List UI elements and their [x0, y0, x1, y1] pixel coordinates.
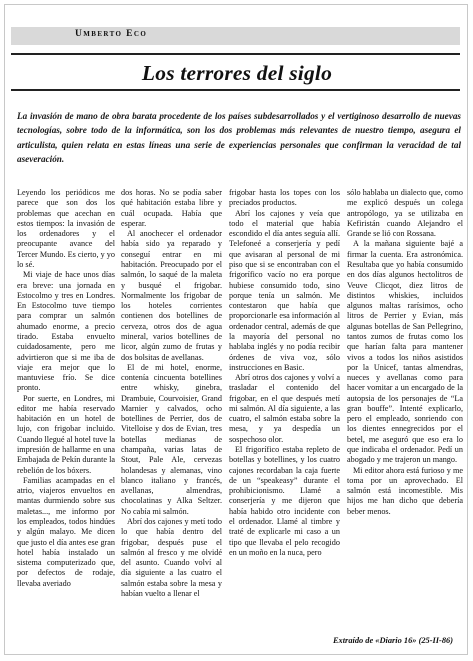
paragraph: Abrí los cajones y veía que todo el material que había escondido el día antes seguía allí. Telefoneé a conserjería y pedí que avisaran al personal de mi piso que si se encontraban con el frigorífico vacío no era porque hubiese consumido todo, sino porque tenía un salmón. Me contestaron que había que proporcionarle esa información al ordenador central, además de que la mayoría del personal no hablaba inglés y no podía recibir órdenes de viva voz, sólo instrucciones en Basic. [229, 208, 340, 372]
paragraph: Al anochecer el ordenador había sido ya reparado y conseguí entrar en mi habitación. Preocupado por el salmón, lo saqué de la maleta y busqué el frigobar. Normalmente los frigobar de los hoteles corrientes contienen dos botellines de cerveza, otros dos de agua mineral, varios botellines de licor, algún zumo de frutas y dos bolsitas de avellanas. [121, 229, 222, 362]
paragraph: Mi editor ahora está furioso y me toma por un aprovechado. El salmón está incomestible. Mis hijos me han dicho que debería beber menos. [347, 465, 463, 516]
body-column-4 [347, 188, 463, 628]
source-credit: Extraído de «Diario 16» (25-II-86) [332, 636, 453, 645]
author-band [11, 27, 460, 45]
article-title: Los terrores del siglo [141, 61, 333, 85]
paragraph: Abrí dos cajones y metí todo lo que había dentro del frigobar, después puse el salmón al fresco y me olvidé del asunto. Cuando volví al día siguiente a las cuatro el salmón estaba sobre la mesa y habían vuelto a llenar el [121, 517, 222, 598]
paragraph: Leyendo los periódicos me parece que son dos los problemas que acechan en estos tiempos: la invasión de los ordenadores y el preocupante avance del Tercer Mundo. Es cierto, y yo lo sé. [17, 188, 115, 269]
body-column-1 [17, 188, 115, 628]
article-lead: La invasión de mano de obra barata procedente de los países subdesarrollados y el vertiginoso desarrollo de nuevas tecnologías, sobre todo de la informática, son los dos problemas más relevantes de nuestro tiempo, asegura el articulista, quien relata en estas líneas una serie de experiencias personales que confirman la veracidad de tal aseveración. [17, 111, 461, 165]
paragraph: El frigorífico estaba repleto de botellas y botellines, y los cuatro cajones recordaban la caja fuerte de un “speakeasy” durante el prohibicionismo. Llamé a conserjería y me dijeron que había habido otro incidente con el ordenador. Llamé al timbre y traté de explicarle mi caso a un tipo que llevaba el pelo recogido en un moño en la nuca, pero [229, 445, 340, 557]
paragraph: Abrí otros dos cajones y volví a trasladar el contenido del frigobar, en el que después metí mi salmón. Al día siguiente, a las cuatro, el salmón estaba sobre la mesa, y ya despedía un sospechoso olor. [229, 373, 340, 444]
body-column-3 [229, 188, 340, 628]
paragraph: dos horas. No se podía saber qué habitación estaba libre y cuál ocupada. Había que esperar. [121, 188, 222, 228]
paragraph: A la mañana siguiente bajé a firmar la cuenta. Era astronómica. Resultaba que yo había consumido en dos días algunos hectolitros de Veuve Clicqot, diez litros de distintos whiskies, incluidos algunos maltas rarísimos, ocho litros de Perrier y Evian, más algunas botellas de San Pellegrino, tantos zumos de frutas como los que harían falta para mantener vivos a todos los niños asistidos por la Unicef, tantas almendras, nueces y avellanas como para hacer vomitar a un encargado de la autopsia de los personajes de “La gran bouffe”. Intenté explicarlo, pero el empleado, sonriendo con los dientes ennegrecidos por el betel, me aseguró que eso era lo que indicaba el ordenador. Pedí un abogado y me trajeron un mango. [347, 239, 463, 465]
body-column-2 [121, 188, 222, 628]
paragraph: El de mi hotel, enorme, contenía cincuenta botellines entre whisky, ginebra, Drambuie, Courvoisier, Grand Marnier y calvados, ocho botellines de Perrier, dos de Vitelloise y dos de Evian, tres botellas medianas de champaña, varias latas de Stout, Pale Ale, cervezas holandesas y alemanas, vino blanco italiano y francés, avellanas, almendras, chocolatinas y Alka Seltzer. No cabía mi salmón. [121, 362, 222, 516]
author-name: Umberto Eco [75, 29, 148, 39]
paragraph: sólo hablaba un dialecto que, como me explicó después un colega antropólogo, ya se utilizaba en Kefiristán cuando Alejandro el Grande se lió con Rossana. [347, 188, 463, 239]
title-bottom-rule [11, 89, 460, 91]
paragraph: Mi viaje de hace unos días era breve: una jornada en Estocolmo y tres en Londres. En Estocolmo tuve tiempo para comprar un salmón ahumado enorme, a precio tirado. Estaba envuelto cuidadosamente, pero me advirtieron que si me iba de viaje era mejor que lo mantuviese frío. Se dice pronto. [17, 270, 115, 393]
paragraph: frigobar hasta los topes con los preciados productos. [229, 188, 340, 208]
paragraph: Familias acampadas en el atrio, viajeros envueltos en mantas durmiendo sobre sus maletas..., me informo por los empleados, todos hindúes y algún malayo. Me dicen que justo el día antes ese gran hotel había instalado un sistema computerizado que, por defectos de rodaje, llevaba averiado [17, 475, 115, 588]
paragraph: Por suerte, en Londres, mi editor me había reservado habitación en un hotel de lujo, con frigobar incluido. Cuando llegué al hotel tuve la impresión de hallarme en una Embajada de Pekín durante la rebelión de los bóxers. [17, 393, 115, 475]
article-page [4, 4, 468, 655]
title-top-rule [11, 53, 460, 55]
article-body [17, 188, 463, 628]
